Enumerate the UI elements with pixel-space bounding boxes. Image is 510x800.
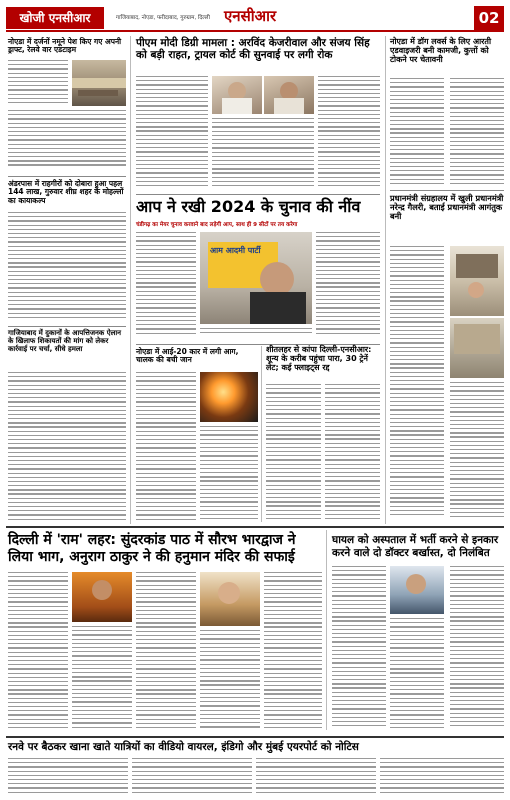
column-rule [130, 36, 131, 524]
story-divider [8, 176, 126, 177]
story-text [318, 76, 380, 190]
story-text [264, 572, 322, 732]
news-photo [212, 76, 262, 114]
news-photo [200, 232, 312, 324]
story-text [450, 382, 504, 522]
story-text [450, 566, 504, 732]
headline: पीएम मोदी डिग्री मामला : अरविंद केजरीवाल और संजय सिंह को बड़ी राहत, ट्रायल कोर्ट की सुनवाई पर लगी रोक [136, 37, 370, 61]
section-label: एनसीआर [224, 7, 277, 25]
story-text [200, 630, 260, 732]
story-text [8, 110, 126, 170]
story-divider [8, 326, 126, 327]
headline: प्रधानमंत्री संग्रहालय में खुली प्रधानमंत्री नरेन्द्र गैलरी, बताई प्रधानमंत्री आगंतुक बनी [390, 193, 504, 222]
headline: आप ने रखी 2024 के चुनाव की नींव [136, 197, 361, 216]
masthead-logo: खोजी एनसीआर [6, 7, 104, 29]
column-rule [261, 346, 262, 522]
story-text [8, 572, 68, 732]
story-text [380, 758, 504, 796]
page-number: 02 [474, 6, 504, 30]
headline: नोएडा में आई-20 कार में लगी आग, चालक की बची जान [136, 347, 239, 365]
subheadline: चंडीगढ़ का मेयर चुनाव करवाने बाद लड़ेगी आप, साथ ही 9 सीटों पर तय करेगा [136, 222, 298, 228]
news-photo [72, 60, 126, 106]
story-text [72, 626, 132, 732]
news-photo [450, 318, 504, 378]
story-text [200, 426, 258, 522]
news-photo [200, 572, 260, 626]
story-text [316, 232, 380, 340]
story-divider [390, 190, 504, 191]
story-text [266, 384, 321, 522]
story-text [136, 232, 196, 338]
story-text [390, 618, 444, 732]
news-photo [450, 246, 504, 316]
story-text [390, 78, 444, 186]
news-photo [200, 372, 258, 422]
story-text [136, 572, 196, 732]
section-divider [6, 736, 504, 738]
headline: शीतलहर से कांपा दिल्ली-एनसीआर: शून्य के करीब पहुंचा पारा, 30 ट्रेनें लेट; कई फ्लाइट्स रद्द [266, 345, 372, 372]
column-rule [326, 530, 327, 730]
headline: नोएडा में डॉग लवर्स के लिए आरती एडवाइजरी बनी कामजी, कुत्तों को टोकने पर चेतावनी [390, 37, 492, 64]
headline: अंडरपास में राहगीरों को दोबारा हुआ पहल 144 लाख, गुरुवार शीघ्र शहर के मोहल्लों का कायाकल्प [8, 179, 124, 205]
masthead-dateline: गाजियाबाद, नोएडा, फरीदाबाद, गुरुग्राम, दिल्ली [116, 15, 210, 21]
story-text [450, 78, 504, 186]
story-text [8, 60, 68, 108]
story-text [8, 758, 128, 796]
story-text [325, 384, 380, 522]
story-text [136, 76, 208, 188]
story-text [212, 118, 314, 190]
column-rule [385, 36, 386, 524]
headline: गाजियाबाद में दुकानों के आपत्तिजनक ऐलान के खिलाफ शिकायतों की मांग को लेकर कार्रवाई पर चर्चा, सीधे हमला [8, 329, 122, 353]
news-photo [264, 76, 314, 114]
section-divider [6, 526, 504, 528]
story-text [8, 372, 126, 522]
story-text [132, 758, 252, 796]
story-text [136, 372, 196, 522]
headline: घायल को अस्पताल में भर्ती करने से इनकार करने वाले दो डॉक्टर बर्खास्त, दो निलंबित [332, 534, 499, 559]
headline: दिल्ली में 'राम' लहर: सुंदरकांड पाठ में सौरभ भारद्वाज ने लिया भाग, अनुराग ठाकुर ने की हनुमान मंदिर की सफाई [8, 532, 296, 565]
story-text [256, 758, 376, 796]
story-text [390, 246, 444, 522]
story-divider [136, 194, 380, 195]
story-text [332, 566, 386, 732]
headline: नोएडा में दर्जनों नमूने पेश किए गए अपनी ड्राफ्ट, रेलवे वार एडटाइम [8, 37, 122, 55]
news-photo [72, 572, 132, 622]
news-photo [390, 566, 444, 614]
headline: रनवे पर बैठकर खाना खाते यात्रियों का वीडियो वायरल, इंडिगो और मुंबई एयरपोर्ट को नोटिस [8, 741, 359, 753]
photo-banner-text: आम आदमी पार्टी [210, 246, 261, 255]
story-text [200, 328, 312, 340]
masthead [6, 4, 504, 32]
story-text [8, 212, 126, 322]
